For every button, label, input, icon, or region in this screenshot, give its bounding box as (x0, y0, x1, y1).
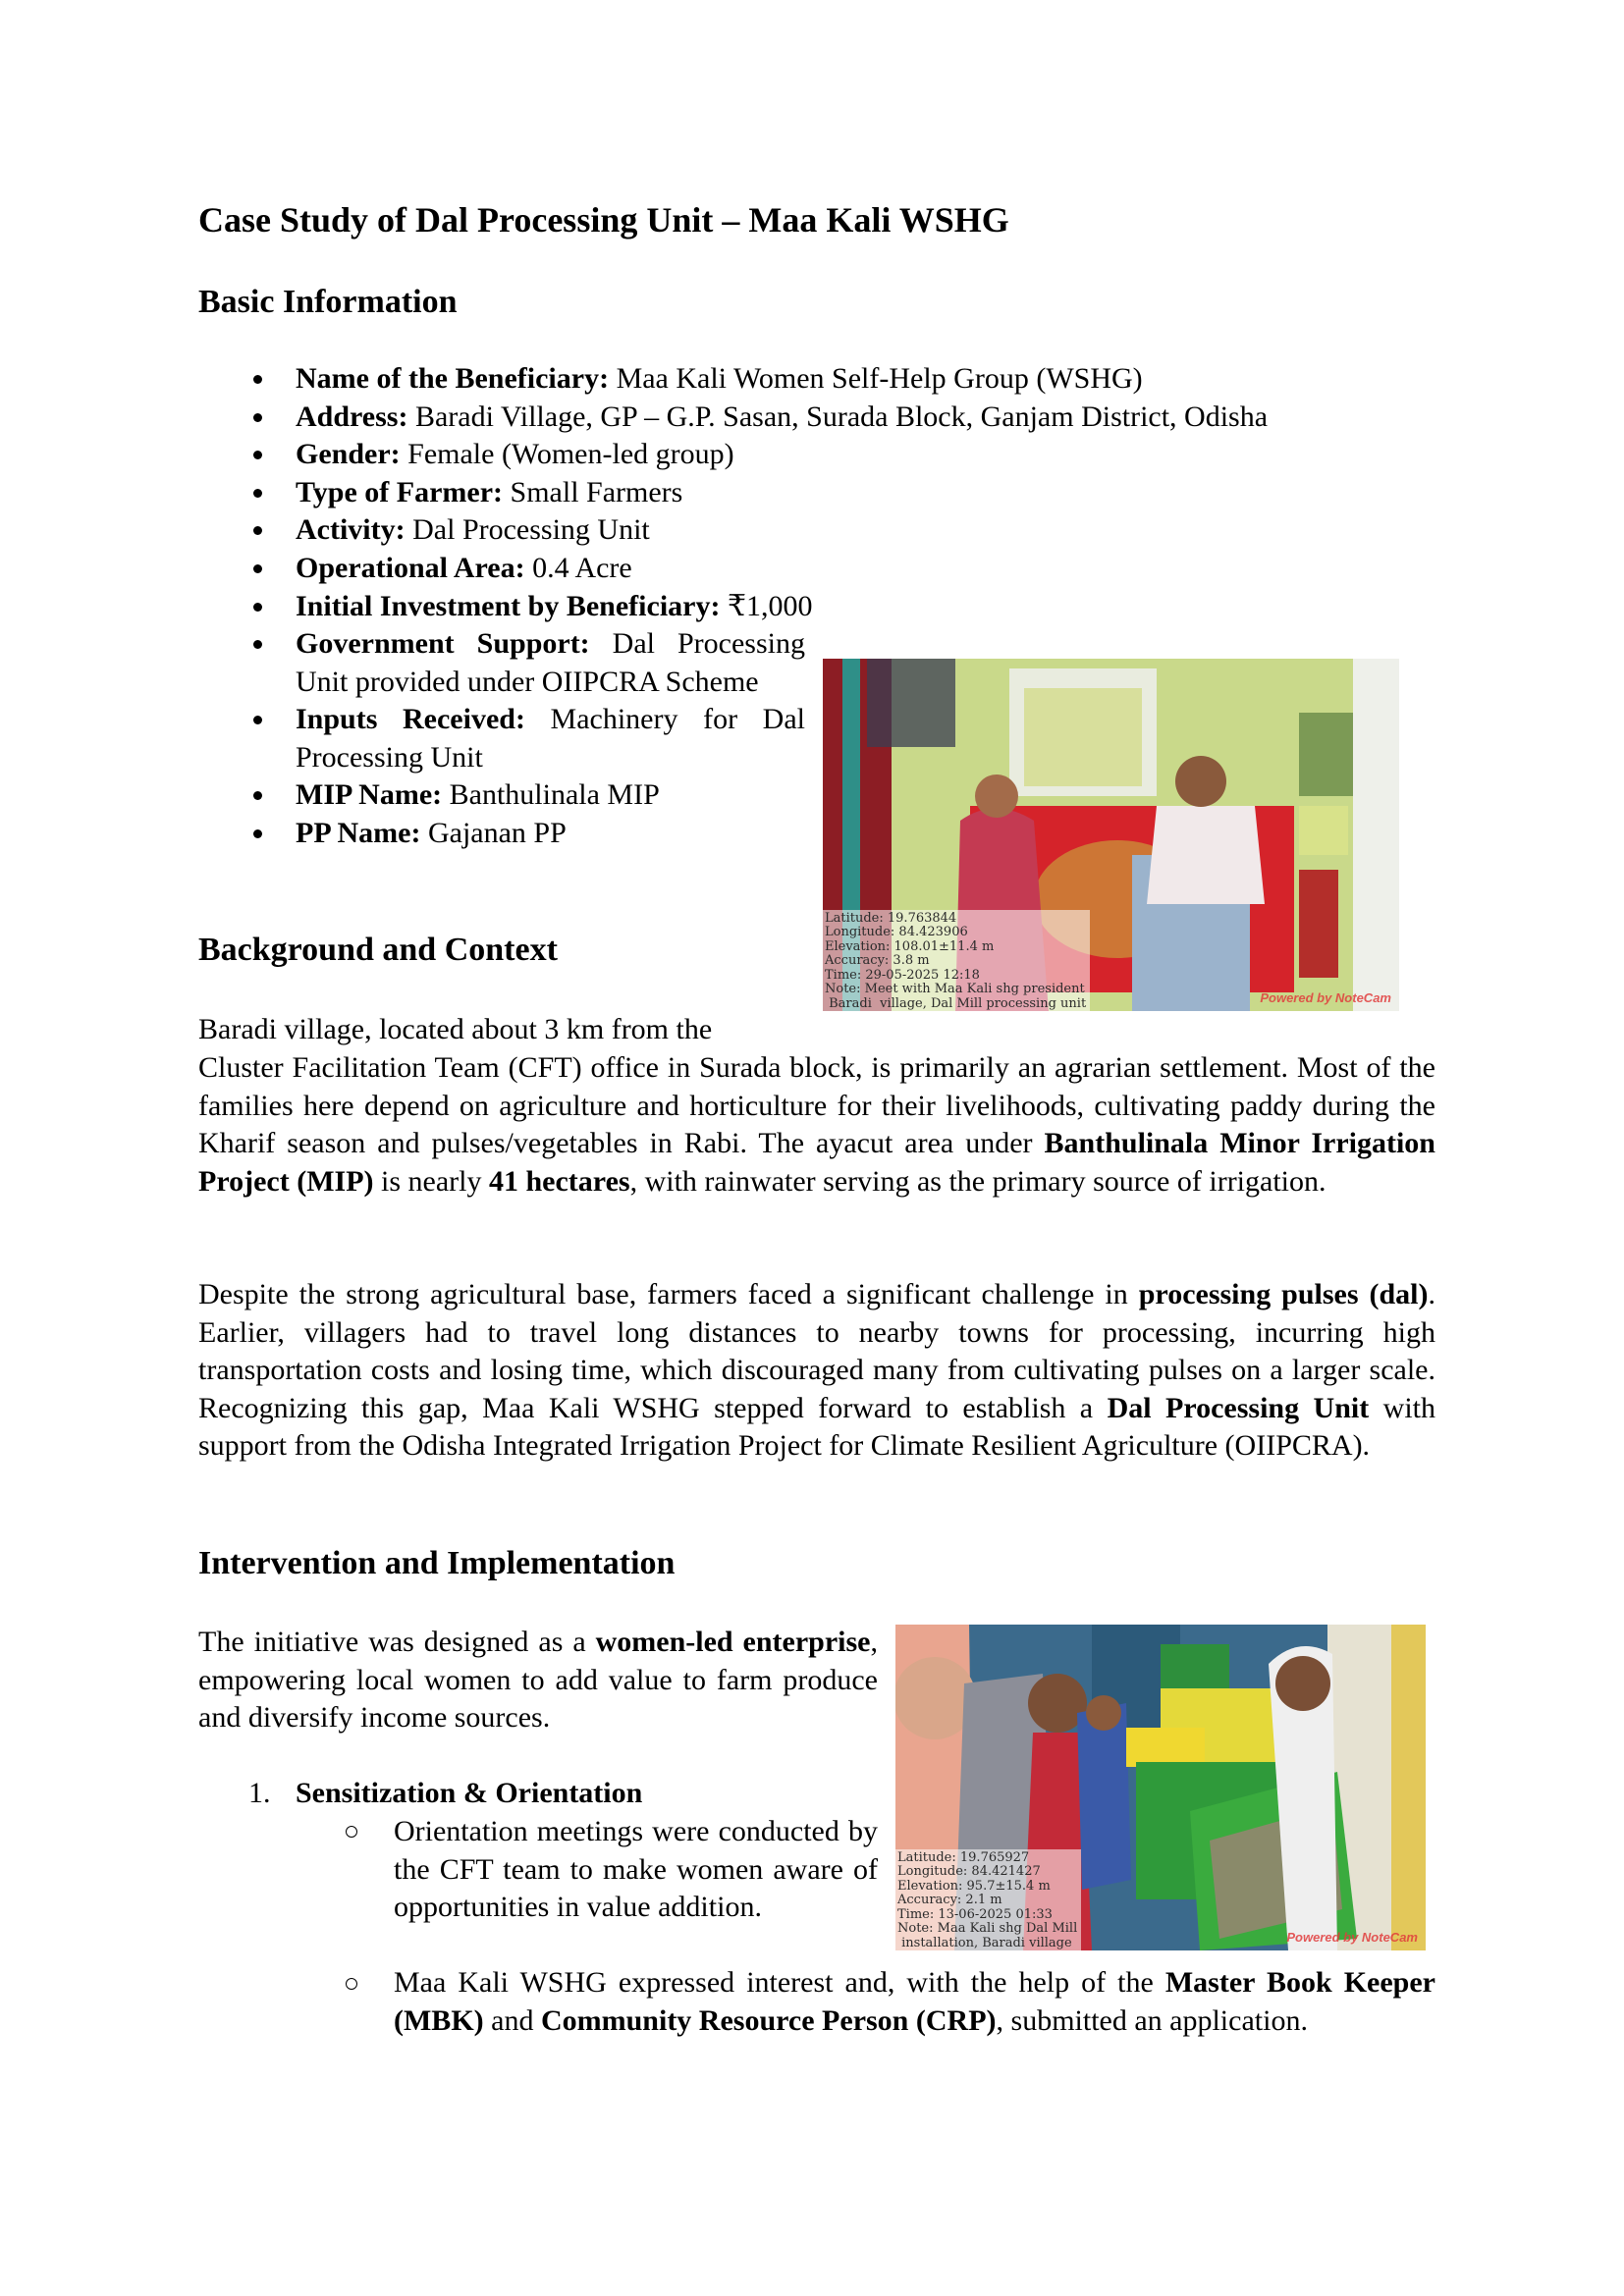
bullet-icon (253, 603, 262, 612)
item-label: Activity: (296, 513, 406, 547)
list-item (198, 815, 805, 853)
item-label: Government Support: (296, 627, 590, 660)
item-label: Type of Farmer: (296, 475, 504, 508)
sub-bullet-icon (346, 1826, 357, 1838)
item-value: Small Farmers (503, 475, 683, 508)
document-title: Case Study of Dal Processing Unit – Maa Kali WSHG (198, 200, 1009, 240)
list-item (198, 399, 1435, 437)
item-label: Name of the Beneficiary: (296, 362, 610, 395)
bullet-icon (253, 716, 262, 724)
bullet-icon (253, 489, 262, 498)
gps-note: Note: Meet with Maa Kali shg president (825, 982, 1085, 996)
basic-info-list (198, 360, 1435, 625)
background-para1-first-line: Baradi village, located about 3 km from the (198, 1013, 713, 1045)
bullet-icon (253, 526, 262, 535)
heading-intervention-implementation: Intervention and Implementation (198, 1545, 676, 1581)
bullet-icon (253, 451, 262, 459)
text-run: . Earlier, villagers had to travel long distances to nearby towns for processing, incurring high transportation costs and losing time, which discouraged many from cultivating pulses on a larger scale. Recognizing this gap, Maa Kali WSHG stepped forward to establish a (198, 1278, 1435, 1424)
bullet-icon (253, 564, 262, 573)
photo-meeting-shg-president (823, 659, 1399, 1011)
text-run: and (483, 2003, 541, 2037)
item-value: Female (Women-led group) (400, 438, 734, 471)
item-value: Gajanan PP (420, 816, 567, 849)
gps-overlay (823, 910, 1090, 1012)
gps-elevation: Elevation: 95.7±15.4 m (897, 1878, 1051, 1894)
item-label: Initial Investment by Beneficiary: (296, 589, 721, 622)
item-value: Dal Processing Unit provided under OIIPCRA Scheme (296, 627, 805, 698)
gps-note-cont: Baradi village, Dal Mill processing unit (825, 995, 1087, 1011)
bullet-icon (253, 640, 262, 649)
gps-latitude: Latitude: 19.765927 (897, 1849, 1030, 1865)
text-run: with support from the Odisha Integrated Irrigation Project for Climate Resilient Agriculture (OIIPCRA). (198, 1391, 1435, 1463)
gps-note-cont: installation, Baradi village (897, 1935, 1072, 1950)
list-item (198, 474, 1435, 512)
photo-dal-mill-installation (895, 1625, 1426, 1950)
sub-bullet-icon (346, 1978, 357, 1990)
item-label: PP Name: (296, 816, 421, 849)
bold-run: Dal Processing Unit (1107, 1391, 1370, 1424)
item-label: MIP Name: (296, 778, 443, 812)
bold-run: Banthulinala Minor Irrigation Project (MIP) (198, 1127, 1435, 1198)
text-run: Despite the strong agricultural base, farmers faced a significant challenge in (198, 1278, 1139, 1310)
heading-background-context: Background and Context (198, 932, 558, 968)
list-item (198, 550, 1435, 588)
list-item (198, 776, 805, 815)
item-label: Operational Area: (296, 551, 525, 584)
gps-note: Note: Maa Kali shg Dal Mill (897, 1921, 1078, 1936)
list-item (198, 511, 1435, 550)
gps-latitude: Latitude: 19.763844 (825, 910, 957, 926)
basic-info-list-wrapped (198, 625, 805, 853)
item-value: Banthulinala MIP (442, 778, 660, 812)
gps-time: Time: 13-06-2025 01:33 (897, 1906, 1053, 1922)
bold-run: Master Book Keeper (MBK) (394, 1966, 1435, 2037)
watermark: Powered by NoteCam (1260, 990, 1391, 1005)
item-label: Gender: (296, 438, 401, 471)
bold-run: women-led enterprise (595, 1626, 871, 1658)
intervention-intro (198, 1624, 878, 1737)
step-subitem: Orientation meetings were conducted by the CFT team to make women aware of opportunities in value addition. (394, 1815, 878, 1924)
heading-basic-information: Basic Information (198, 284, 458, 320)
gps-longitude: Longitude: 84.421427 (897, 1864, 1041, 1879)
item-label: Address: (296, 400, 408, 433)
gps-accuracy: Accuracy: 2.1 m (897, 1893, 1002, 1907)
gps-overlay (895, 1849, 1081, 1951)
background-para2 (198, 1276, 1435, 1466)
bold-run: processing pulses (dal) (1138, 1278, 1429, 1310)
item-value: ₹1,000 (720, 589, 813, 622)
list-item (198, 625, 805, 701)
bold-run: Community Resource Person (CRP) (540, 2003, 997, 2037)
item-value: Dal Processing Unit (405, 513, 650, 547)
bullet-icon (253, 375, 262, 384)
list-item (198, 360, 1435, 399)
gps-time: Time: 29-05-2025 12:18 (825, 967, 980, 983)
bold-run: 41 hectares (488, 1164, 630, 1198)
item-label: Inputs Received: (296, 703, 525, 736)
watermark: Powered by NoteCam (1286, 1930, 1418, 1945)
item-value: Machinery for Dal Processing Unit (296, 703, 805, 774)
list-item (198, 436, 1435, 474)
background-para1 (198, 1049, 1435, 1201)
bullet-icon (253, 829, 262, 838)
item-value: Baradi Village, GP – G.P. Sasan, Surada Block, Ganjam District, Odisha (407, 400, 1269, 433)
text-run: The initiative was designed as a (198, 1626, 596, 1658)
gps-accuracy: Accuracy: 3.8 m (825, 953, 930, 968)
bullet-icon (253, 413, 262, 422)
text-run: , empowering local women to add value to farm produce and diversify income sources. (198, 1626, 878, 1735)
gps-longitude: Longitude: 84.423906 (825, 925, 968, 939)
text-run: is nearly (373, 1164, 489, 1198)
step-number: 1. (248, 1777, 271, 1809)
list-item (198, 588, 1435, 626)
bullet-icon (253, 791, 262, 800)
text-run: , submitted an application. (996, 2003, 1308, 2037)
item-value: 0.4 Acre (524, 551, 632, 584)
text-run: , with rainwater serving as the primary source of irrigation. (629, 1164, 1326, 1198)
step-title: Sensitization & Orientation (296, 1777, 643, 1809)
text-run: Cluster Facilitation Team (CFT) office in Surada block, is primarily an agrarian settlement. Most of the families here depend on agriculture and horticulture for their livelihoods, cultivating paddy during the Kharif season and pulses/vegetables in Rabi. The ayacut area under (198, 1051, 1435, 1160)
text-run: Maa Kali WSHG expressed interest and, with the help of the (394, 1966, 1165, 1999)
step-subitem (394, 1964, 1435, 2040)
list-item (198, 701, 805, 776)
gps-elevation: Elevation: 108.01±11.4 m (825, 938, 995, 954)
item-value: Maa Kali Women Self-Help Group (WSHG) (609, 362, 1143, 395)
